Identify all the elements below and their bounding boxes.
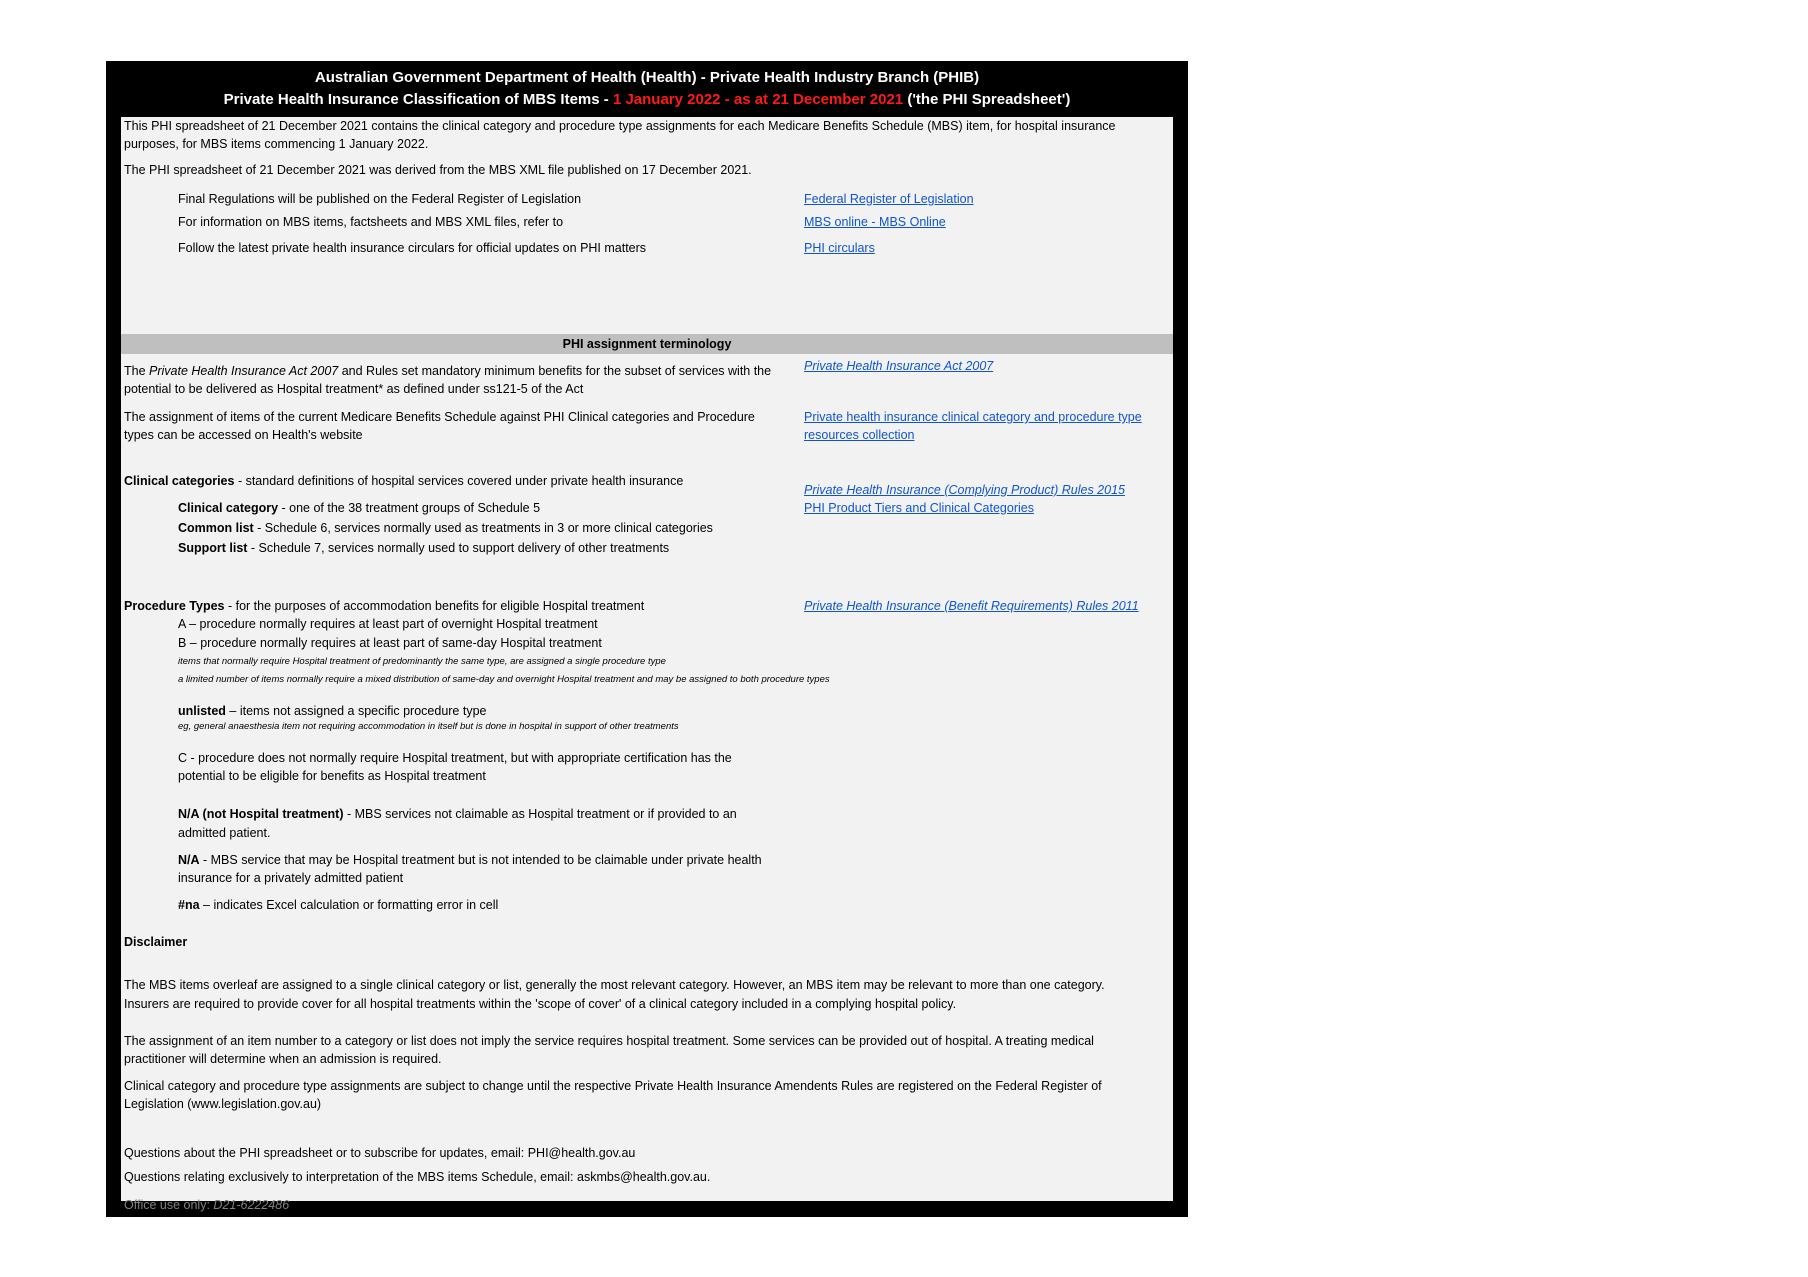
clinical-category-rest: - one of the 38 treatment groups of Schedule 5: [278, 501, 541, 515]
terminology-heading: PHI assignment terminology: [121, 334, 1173, 354]
procedure-title: [124, 597, 644, 616]
assign-line1: The assignment of items of the current Medicare Benefits Schedule against PHI Clinical categories and Procedure: [124, 410, 755, 424]
hash-na-rest: – indicates Excel calculation or formatting error in cell: [199, 898, 499, 912]
support-list-rest: - Schedule 7, services normally used to support delivery of other treatments: [247, 541, 670, 555]
header-line-2-prefix: Private Health Insurance Classification of MBS Items -: [223, 91, 613, 108]
procedure-note-1: items that normally require Hospital treatment of predominantly the same type, are assigned a single procedure type: [178, 656, 666, 667]
procedure-c-line1: C - procedure does not normally require Hospital treatment, but with appropriate certification has the: [178, 751, 732, 765]
act-line2: potential to be delivered as Hospital treatment* as defined under ss121-5 of the Act: [124, 382, 584, 396]
procedure-title-bold: Procedure Types: [124, 599, 225, 613]
ref-text-register: Final Regulations will be published on the Federal Register of Legislation: [178, 192, 582, 206]
office-use-label: Office use only:: [124, 1198, 214, 1212]
procedure-type-a: A – procedure normally requires at least part of overnight Hospital treatment: [178, 617, 598, 631]
header-date-as-at: as at 21 December 2021: [733, 91, 904, 108]
header-line-2-suffix: ('the PHI Spreadsheet'): [903, 91, 1071, 108]
clinical-title: [124, 472, 683, 491]
intro-p1-line1: This PHI spreadsheet of 21 December 2021 contains the clinical category and procedure type assignments for each Medicare Benefits Schedule (MBS) item, for hospital insurance: [124, 119, 1116, 133]
intro-p1-line2: purposes, for MBS items commencing 1 January 2022.: [124, 137, 429, 151]
link-phi-act-2007[interactable]: Private Health Insurance Act 2007: [804, 359, 994, 373]
ref-text-circulars: Follow the latest private health insurance circulars for official updates on PHI matters: [178, 241, 647, 255]
intro-p2: The PHI spreadsheet of 21 December 2021 was derived from the MBS XML file published on 17 December 2021.: [124, 163, 752, 177]
procedure-title-rest: - for the purposes of accommodation benefits for eligible Hospital treatment: [224, 599, 645, 613]
ref-text-mbs: For information on MBS items, factsheets and MBS XML files, refer to: [178, 215, 564, 229]
office-use-ref: D21-6222486: [213, 1198, 290, 1212]
link-resources-collection-line1[interactable]: Private health insurance clinical category and procedure type: [804, 410, 1142, 424]
na-line2: insurance for a privately admitted patient: [178, 871, 404, 885]
act-line1: [124, 362, 771, 381]
procedure-unlisted: [178, 702, 486, 721]
link-benefit-requirements-rules[interactable]: Private Health Insurance (Benefit Requirements) Rules 2011: [804, 599, 1139, 613]
link-phi-circulars[interactable]: PHI circulars: [804, 241, 875, 255]
disclaimer-title: Disclaimer: [124, 935, 188, 949]
unlisted-bold: unlisted: [178, 704, 226, 718]
support-list-bold: Support list: [178, 541, 248, 555]
procedure-type-b: B – procedure normally requires at least part of same-day Hospital treatment: [178, 636, 602, 650]
clinical-title-rest: - standard definitions of hospital services covered under private health insurance: [234, 474, 684, 488]
na-bold: N/A: [178, 853, 200, 867]
assign-line2: types can be accessed on Health's website: [124, 428, 363, 442]
hash-na-bold: #na: [178, 898, 200, 912]
link-product-tiers[interactable]: PHI Product Tiers and Clinical Categories: [804, 501, 1034, 515]
unlisted-note: eg, general anaesthesia item not requiring accommodation in itself but is done in hospital in support of other treatments: [178, 721, 679, 732]
na-not-hospital-line1: [178, 805, 737, 824]
na-rest: - MBS service that may be Hospital treatment but is not intended to be claimable under private health: [199, 853, 762, 867]
header-date-effective: 1 January 2022: [612, 91, 721, 108]
content-sheet: [121, 117, 1173, 1212]
disclaimer-p2-line2: practitioner will determine when an admission is required.: [124, 1052, 442, 1066]
link-federal-register[interactable]: Federal Register of Legislation: [804, 192, 974, 206]
act-title: Private Health Insurance Act 2007: [149, 364, 339, 378]
act-pre: The: [124, 364, 150, 378]
disclaimer-p2-line1: The assignment of an item number to a category or list does not imply the service requires hospital treatment. Some services can be provided out of hospital. A treating medical: [124, 1034, 1094, 1048]
procedure-c-line2: potential to be eligible for benefits as Hospital treatment: [178, 769, 486, 783]
disclaimer-p1-line1: The MBS items overleaf are assigned to a single clinical category or list, generally the most relevant category. However, an MBS item may be relevant to more than one category.: [124, 978, 1105, 992]
clinical-category-def: [178, 499, 540, 518]
na-not-hospital-bold: N/A (not Hospital treatment): [178, 807, 344, 821]
na-line1: [178, 851, 762, 870]
link-complying-product-rules[interactable]: Private Health Insurance (Complying Product) Rules 2015: [804, 483, 1125, 497]
common-list-bold: Common list: [178, 521, 254, 535]
disclaimer-p3-line2: Legislation (www.legislation.gov.au): [124, 1097, 322, 1111]
header-line-2: [106, 89, 1188, 111]
clinical-title-bold: Clinical categories: [124, 474, 235, 488]
link-mbs-online[interactable]: MBS online - MBS Online: [804, 215, 946, 229]
hash-na-def: [178, 896, 498, 915]
common-list-rest: - Schedule 6, services normally used as treatments in 3 or more clinical categories: [253, 521, 713, 535]
common-list-def: [178, 519, 713, 538]
act-post: and Rules set mandatory minimum benefits for the subset of services with the: [338, 364, 772, 378]
contact-askmbs-email: Questions relating exclusively to interpretation of the MBS items Schedule, email: askmbs@health.gov.au.: [124, 1170, 711, 1184]
link-resources-collection-line2[interactable]: resources collection: [804, 428, 915, 442]
header-date-sep: -: [720, 91, 734, 108]
clinical-category-bold: Clinical category: [178, 501, 279, 515]
document-frame: [106, 61, 1188, 1217]
office-use: [124, 1196, 289, 1215]
header-line-1: Australian Government Department of Health (Health) - Private Health Industry Branch (PHIB): [314, 69, 980, 86]
contact-phi-email: Questions about the PHI spreadsheet or to subscribe for updates, email: PHI@health.gov.au: [124, 1146, 636, 1160]
support-list-def: [178, 539, 669, 558]
procedure-note-2: a limited number of items normally require a mixed distribution of same-day and overnight Hospital treatment and may be assigned to both procedure types: [178, 674, 830, 685]
unlisted-rest: – items not assigned a specific procedure type: [225, 704, 487, 718]
na-not-hospital-rest: - MBS services not claimable as Hospital treatment or if provided to an: [343, 807, 737, 821]
disclaimer-p3-line1: Clinical category and procedure type assignments are subject to change until the respective Private Health Insurance Amendents Rules are registered on the Federal Register of: [124, 1079, 1102, 1093]
disclaimer-p1-line2: Insurers are required to provide cover for all hospital treatments within the 'scope of cover' of a clinical category included in a complying hospital policy.: [124, 997, 957, 1011]
na-not-hospital-line2: admitted patient.: [178, 826, 271, 840]
document-header: [106, 61, 1188, 117]
